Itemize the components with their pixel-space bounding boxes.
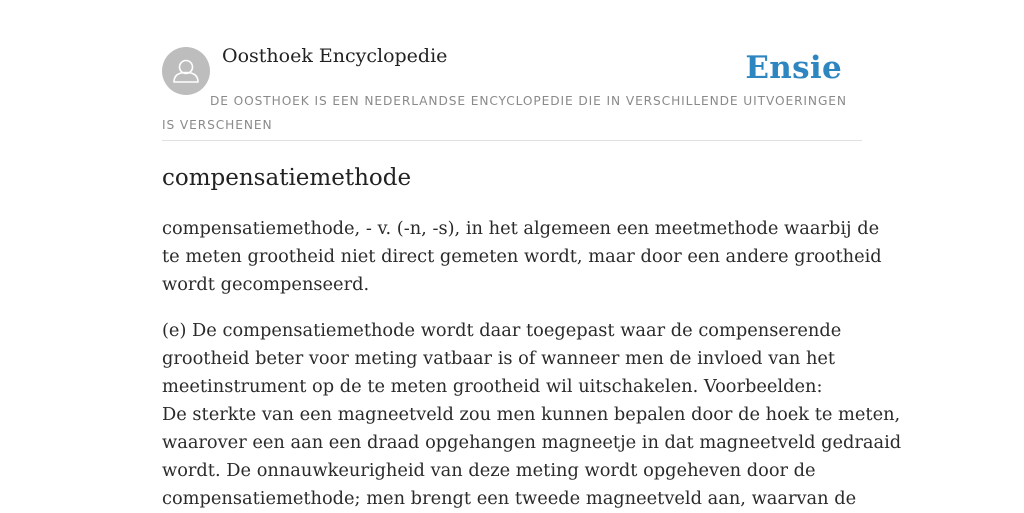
text-line: De sterkte van een magneetveld zou men kunnen bepalen door de hoek te meten, <box>162 404 901 425</box>
avatar[interactable] <box>162 47 210 95</box>
text-line: wordt. De onnauwkeurigheid van deze meting wordt opgeheven door de <box>162 460 816 481</box>
text-line: compensatiemethode, - v. (-n, -s), in het algemeen een meetmethode waarbij de <box>162 218 880 239</box>
source-header <box>162 0 862 141</box>
text-line: te meten grootheid niet direct gemeten wordt, maar door een andere grootheid <box>162 246 882 267</box>
article-title: compensatiemethode <box>162 165 412 191</box>
page <box>162 0 902 513</box>
user-icon <box>162 47 210 95</box>
brand-logo[interactable]: Ensie <box>745 50 842 86</box>
text-line: compensatiemethode; men brengt een tweede magneetveld aan, waarvan de <box>162 488 857 509</box>
text-line: (e) De compensatiemethode wordt daar toegepast waar de compenserende <box>162 320 842 341</box>
text-line: waarover een aan een draad opgehangen magneetje in dat magneetveld gedraaid <box>162 432 902 453</box>
text-line: grootheid beter voor meting vatbaar is of wanneer men de invloed van het <box>162 348 836 369</box>
article-paragraph-2 <box>162 317 902 513</box>
article-paragraph-1 <box>162 215 882 299</box>
text-line: wordt gecompenseerd. <box>162 274 370 295</box>
source-description: DE OOSTHOEK IS EEN NEDERLANDSE ENCYCLOPEDIE DIE IN VERSCHILLENDE UITVOERINGEN IS VERSCHENEN <box>162 94 847 132</box>
text-line: meetinstrument op de te meten grootheid wil uitschakelen. Voorbeelden: <box>162 376 823 397</box>
source-title[interactable]: Oosthoek Encyclopedie <box>222 45 448 67</box>
